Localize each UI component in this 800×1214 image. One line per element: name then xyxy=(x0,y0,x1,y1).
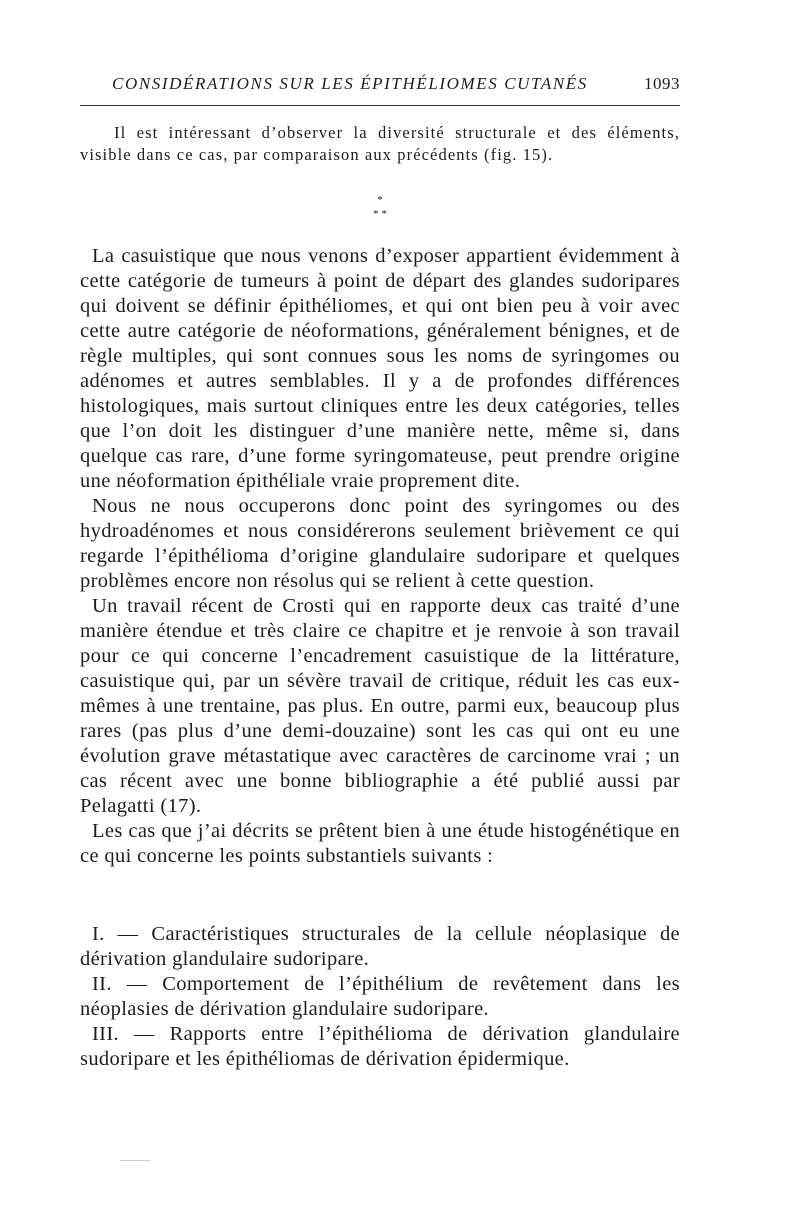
paragraph-crosti: Un travail récent de Crosti qui en rapporte deux cas traité d’une manière étendue et très claire ce chapitre et je renvoie à son travail pour ce qui concerne l’encadrement casuistique de la littérature, casuistique qui, par un sévère travail de critique, réduit les cas eux-mêmes à une trentaine, pas plus. En outre, parmi eux, beaucoup plus rares (pas plus d’une demi-douzaine) sont les cas qui ont eu une évolution grave métastatique avec caractères de carcinome vrai ; un cas récent avec une bonne bibliographie a été publié aussi par Pelagatti (17). xyxy=(80,595,680,817)
asterism-top: * xyxy=(377,194,383,206)
list-item: II. — Comportement de l’épithélium de revêtement dans les néoplasies de dérivation glandulaire sudoripare. xyxy=(80,973,680,1020)
page-mark xyxy=(120,1160,150,1161)
page-number: 1093 xyxy=(644,74,680,93)
list-item: III. — Rapports entre l’épithélioma de dérivation glandulaire sudoripare et les épithéliomas de dérivation épidermique. xyxy=(80,1023,680,1070)
paragraph-casuistique: La casuistique que nous venons d’exposer appartient évidemment à cette catégorie de tumeurs à point de départ des glandes sudoripares qui doivent se définir épithéliomes, et qui ont bien peu à voir avec cette autre catégorie de néoformations, généralement bénignes, et de règle multiples, qui sont connues sous les noms de syringomes ou adénomes et autres semblables. Il y a de profondes différences histologiques, mais surtout cliniques entre les deux catégories, telles que l’on doit les distinguer d’une manière nette, même si, dans quelque cas rare, d’une forme syringomateuse, peut prendre origine une néoformation épithéliale vraie proprement dite. xyxy=(80,245,680,492)
paragraph-syringomes: Nous ne nous occuperons donc point des syringomes ou des hydroadénomes et nous considérerons seulement brièvement ce qui regarde l’épithélioma d’origine glandulaire sudoripare et quelques problèmes encore non résolus qui se relient à cette question. xyxy=(80,495,680,592)
list-item: I. — Caractéristiques structurales de la cellule néoplasique de dérivation glandulaire sudoripare. xyxy=(80,923,680,970)
header-rule xyxy=(80,105,680,106)
asterism-bottom: * * xyxy=(373,208,387,220)
paragraph-points: Les cas que j’ai décrits se prêtent bien à une étude histogénétique en ce qui concerne les points substantiels suivants : xyxy=(80,820,680,867)
running-title: CONSIDÉRATIONS SUR LES ÉPITHÉLIOMES CUTANÉS xyxy=(112,74,588,93)
document-page xyxy=(80,0,680,1214)
numbered-list xyxy=(80,922,680,1072)
section-asterism xyxy=(80,193,680,221)
running-head xyxy=(80,74,680,100)
intro-paragraph: Il est intéressant d’observer la diversité structurale et des éléments, visible dans ce cas, par comparaison aux précédents (fig. 15). xyxy=(80,123,680,164)
body-text xyxy=(80,244,680,869)
